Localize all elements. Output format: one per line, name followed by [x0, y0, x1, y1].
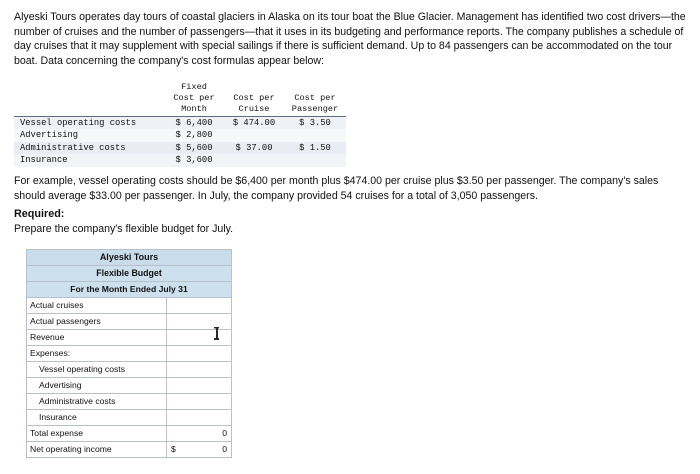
cost-table-header-fixed-l2: Cost per — [173, 93, 215, 103]
budget-row-input[interactable] — [166, 314, 231, 330]
table-row[interactable] — [27, 362, 232, 378]
budget-row-label: Actual passengers — [27, 314, 167, 330]
budget-net-income-amount: 0 — [222, 444, 227, 454]
budget-row-input[interactable] — [166, 346, 231, 362]
table-row — [27, 346, 232, 362]
budget-row-label: Expenses: — [27, 346, 167, 362]
budget-row-label: Administrative costs — [27, 394, 167, 410]
budget-row-label: Vessel operating costs — [27, 362, 167, 378]
budget-subtitle-row — [27, 266, 232, 282]
cost-formula-table — [14, 82, 346, 167]
table-row — [27, 426, 232, 442]
cost-row-label: Administrative costs — [20, 142, 126, 153]
cost-row-fixed: $ 3,600 — [175, 155, 213, 166]
cost-table-header-cruise-l1 — [224, 82, 284, 93]
cost-row-passenger: $ 1.50 — [299, 142, 331, 153]
budget-row-input[interactable] — [166, 298, 231, 314]
table-row — [14, 142, 346, 154]
budget-company-title: Alyeski Tours — [27, 250, 232, 266]
budget-period: For the Month Ended July 31 — [27, 282, 232, 298]
cost-table-header-line2 — [14, 93, 346, 104]
budget-row-label: Advertising — [27, 378, 167, 394]
cost-row-cruise — [224, 154, 284, 166]
budget-row-input[interactable] — [166, 378, 231, 394]
table-row — [14, 117, 346, 130]
cost-table-header-passenger-l3: Passenger — [291, 104, 339, 114]
cost-row-passenger — [284, 154, 346, 166]
cost-row-fixed: $ 5,600 — [175, 142, 213, 153]
table-row[interactable] — [27, 410, 232, 426]
cost-table-header-fixed-l3: Month — [181, 104, 207, 114]
table-row[interactable] — [27, 298, 232, 314]
table-row — [27, 442, 232, 458]
budget-title-row — [27, 250, 232, 266]
cost-row-cruise: $ 474.00 — [232, 118, 276, 128]
cost-table-header-line1 — [14, 82, 346, 93]
budget-row-input[interactable] — [166, 394, 231, 410]
budget-total-expense-value: 0 — [166, 426, 231, 442]
table-row[interactable] — [27, 394, 232, 410]
cost-table-header-passenger-l1 — [284, 82, 346, 93]
budget-subtitle: Flexible Budget — [27, 266, 232, 282]
cost-row-cruise — [224, 129, 284, 141]
currency-symbol: $ — [170, 444, 176, 454]
intro-paragraph: Alyeski Tours operates day tours of coastal glaciers in Alaska on its tour boat the Blue Glacier. Management has identified two cost drivers—the number of cruises and the number of passengers—that it uses in its budgeting and performance reports. The company publishes a schedule of day cruises that it may supplement with special sailings if there is sufficient demand. Up to 84 passengers can be accommodated on the tour boat. Data concerning the company's cost formulas appear below: — [14, 11, 686, 67]
cost-row-passenger — [284, 129, 346, 141]
cost-row-cruise: $ 37.00 — [235, 142, 273, 153]
budget-row-label: Actual cruises — [27, 298, 167, 314]
budget-row-input[interactable] — [166, 330, 231, 346]
cost-table-header-passenger-l2: Cost per — [294, 93, 336, 103]
budget-period-row — [27, 282, 232, 298]
cost-row-label: Vessel operating costs — [20, 118, 137, 128]
cost-row-passenger: $ 3.50 — [299, 118, 331, 128]
cost-row-label: Insurance — [20, 155, 68, 166]
flexible-budget-table — [26, 249, 232, 458]
cost-table-header-cruise-l3: Cruise — [238, 104, 270, 114]
table-row[interactable] — [27, 330, 232, 346]
budget-row-label: Total expense — [27, 426, 167, 442]
required-heading: Required: — [14, 208, 65, 220]
budget-net-income-value — [166, 442, 231, 458]
table-row[interactable] — [27, 314, 232, 330]
budget-row-label: Insurance — [27, 410, 167, 426]
required-instruction: Prepare the company's flexible budget for July. — [14, 223, 234, 235]
budget-row-input[interactable] — [166, 362, 231, 378]
cost-table-header-blank2 — [14, 93, 164, 104]
cost-table-header-cruise-l2: Cost per — [233, 93, 275, 103]
table-row[interactable] — [27, 378, 232, 394]
cost-row-fixed: $ 2,800 — [175, 130, 213, 141]
cost-table-header-fixed-l1: Fixed — [181, 82, 207, 92]
cost-row-label: Advertising — [20, 130, 79, 141]
table-row — [14, 154, 346, 166]
example-paragraph: For example, vessel operating costs should be $6,400 per month plus $474.00 per cruise plus $3.50 per passenger. The company's sales should average $33.00 per passenger. In July, the company provided 54 cruises for a total of 3,050 passengers. — [14, 175, 659, 202]
cost-row-fixed: $ 6,400 — [175, 118, 213, 128]
budget-row-label: Revenue — [27, 330, 167, 346]
budget-row-label: Net operating income — [27, 442, 167, 458]
cost-table-header-line3 — [14, 104, 346, 115]
budget-row-input[interactable] — [166, 410, 231, 426]
table-row — [14, 129, 346, 141]
cost-table-header-blank3 — [14, 104, 164, 115]
cost-table-header-blank — [14, 82, 164, 93]
